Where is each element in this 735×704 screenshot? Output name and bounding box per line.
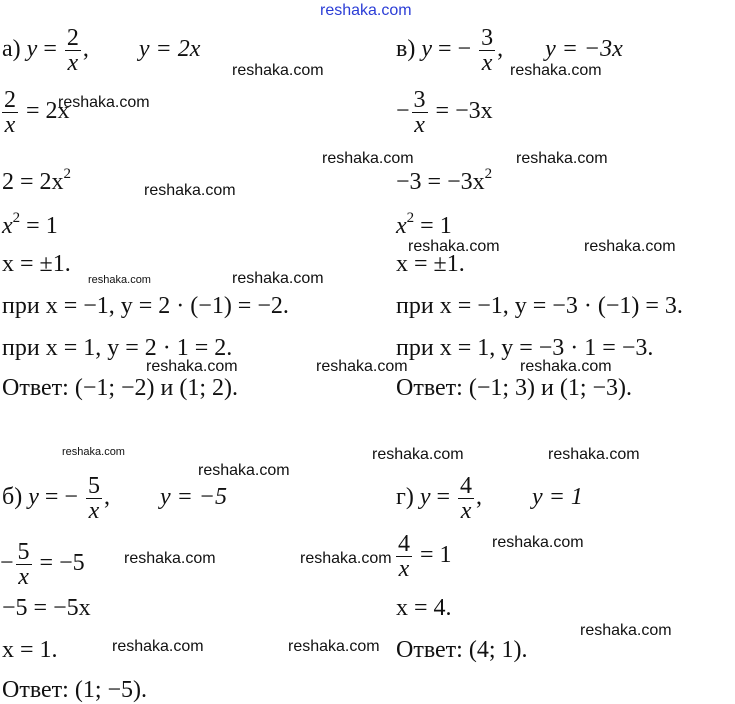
- part-v-l4-rest: = 1: [420, 213, 452, 239]
- part-a-l4: x: [2, 213, 13, 239]
- part-g-l2-fraction: [396, 532, 412, 581]
- part-b-line-2: [0, 540, 85, 589]
- part-a-l3-sup: 2: [63, 166, 72, 182]
- part-v-line-5: x = ±1.: [396, 251, 465, 277]
- part-g-den: x: [460, 498, 472, 524]
- part-g-fraction: [458, 474, 474, 523]
- part-v-num: 3: [481, 25, 494, 51]
- part-v-l2-minus: −: [396, 98, 410, 125]
- watermark: reshaka.com: [58, 94, 150, 111]
- watermark: reshaka.com: [516, 150, 608, 167]
- part-a-comma: ,: [82, 36, 89, 63]
- part-a-l4-sup: 2: [12, 210, 21, 226]
- watermark: reshaka.com: [288, 638, 380, 655]
- part-b-l2-rest: = −5: [39, 550, 85, 577]
- part-g-l2-num: 4: [398, 531, 410, 557]
- watermark: reshaka.com: [322, 150, 414, 167]
- part-a-fraction: [65, 26, 81, 75]
- part-v-line-2: [396, 88, 493, 137]
- watermark: reshaka.com: [580, 622, 672, 639]
- part-b-den: x: [88, 498, 100, 524]
- part-v-line-6: при x = −1, y = −3 · (−1) = 3.: [396, 293, 683, 319]
- watermark: reshaka.com: [316, 358, 408, 375]
- watermark: reshaka.com: [88, 274, 151, 286]
- part-v-comma: ,: [497, 36, 504, 63]
- watermark: reshaka.com: [372, 446, 464, 463]
- part-b-l2-fraction: [16, 540, 32, 589]
- part-a-equation-line: [2, 26, 200, 75]
- watermark: reshaka.com: [198, 462, 290, 479]
- part-v-l4: x: [396, 213, 407, 239]
- part-b-equation-line: [2, 474, 227, 523]
- part-g-line-2: [394, 532, 452, 581]
- part-a-right-eq: y = 2x: [138, 36, 201, 63]
- part-a-l2-num: 2: [4, 87, 16, 113]
- part-a-line-4: [2, 206, 58, 240]
- part-g-line-3: x = 4.: [396, 595, 452, 621]
- part-a-l3: 2 = 2x: [2, 169, 64, 195]
- part-v-answer: Ответ: (−1; 3) и (1; −3).: [396, 375, 633, 401]
- part-b-l2-num: 5: [17, 539, 30, 565]
- part-b-l2-minus: −: [0, 550, 14, 577]
- part-v-den: x: [481, 50, 493, 76]
- part-v-l3: −3 = −3x: [396, 169, 485, 195]
- watermark: reshaka.com: [232, 62, 324, 79]
- part-g-right-eq: y = 1: [532, 484, 583, 511]
- part-v-line-7: при x = 1, y = −3 · 1 = −3.: [396, 335, 654, 361]
- watermark: reshaka.com: [492, 534, 584, 551]
- watermark: reshaka.com: [300, 550, 392, 567]
- part-b-answer: Ответ: (1; −5).: [2, 677, 148, 703]
- part-a-eq: =: [43, 36, 57, 63]
- watermark: reshaka.com: [408, 238, 500, 255]
- part-g-y: y: [419, 484, 431, 511]
- part-g-answer: Ответ: (4; 1).: [396, 637, 528, 663]
- part-g-l2-rest: = 1: [420, 542, 452, 569]
- watermark: reshaka.com: [124, 550, 216, 567]
- part-b-line-4: x = 1.: [2, 637, 58, 663]
- part-b-y: y: [28, 484, 39, 511]
- part-g-eq: =: [436, 484, 451, 511]
- part-g-equation-line: [396, 474, 583, 523]
- part-a-l4-rest: = 1: [26, 213, 58, 239]
- part-a-label: а): [2, 36, 21, 63]
- watermark-top: reshaka.com: [320, 2, 412, 19]
- part-v-l2-num: 3: [413, 87, 426, 113]
- part-b-line-3: −5 = −5x: [2, 595, 91, 621]
- part-a-l2-rest: = 2x: [26, 98, 70, 125]
- part-a-line-3: [2, 162, 71, 196]
- part-v-label: в): [396, 36, 416, 63]
- part-v-l2-fraction: [412, 88, 428, 137]
- part-b-label: б): [2, 484, 23, 511]
- watermark: reshaka.com: [520, 358, 612, 375]
- part-g-comma: ,: [476, 484, 483, 511]
- part-g-num: 4: [460, 473, 473, 499]
- part-g-l2-den: x: [398, 556, 410, 582]
- part-g-label: г): [396, 484, 414, 511]
- part-v-l2-den: x: [414, 112, 425, 138]
- part-a-y: y: [26, 36, 38, 63]
- part-b-eq: = −: [44, 484, 78, 511]
- part-v-fraction: [479, 26, 495, 75]
- part-a-line-6: при x = −1, y = 2 · (−1) = −2.: [2, 293, 289, 319]
- part-a-line-7: при x = 1, y = 2 · 1 = 2.: [2, 335, 233, 361]
- part-v-l4-sup: 2: [406, 210, 415, 226]
- part-a-line-5: x = ±1.: [2, 251, 71, 277]
- part-a-den: x: [67, 50, 79, 76]
- part-a-num: 2: [66, 25, 79, 51]
- part-v-l2-rest: = −3x: [435, 98, 493, 125]
- part-v-line-4: [396, 206, 452, 240]
- part-b-comma: ,: [103, 484, 110, 511]
- part-a-answer: Ответ: (−1; −2) и (1; 2).: [2, 375, 239, 401]
- watermark: reshaka.com: [112, 638, 204, 655]
- watermark: reshaka.com: [232, 270, 324, 287]
- part-v-eq: = −: [437, 36, 472, 63]
- watermark: reshaka.com: [584, 238, 676, 255]
- part-v-right-eq: y = −3x: [545, 36, 623, 63]
- watermark: reshaka.com: [510, 62, 602, 79]
- part-v-l3-sup: 2: [484, 166, 493, 182]
- part-a-l2-den: x: [4, 112, 16, 138]
- part-b-l2-den: x: [18, 564, 29, 590]
- part-b-fraction: [86, 474, 102, 523]
- watermark: reshaka.com: [62, 446, 125, 458]
- watermark: reshaka.com: [548, 446, 640, 463]
- watermark: reshaka.com: [146, 358, 238, 375]
- part-a-l2-fraction: [2, 88, 18, 137]
- part-b-num: 5: [87, 473, 100, 499]
- part-b-right-eq: y = −5: [159, 484, 227, 511]
- part-v-y: y: [421, 36, 432, 63]
- watermark: reshaka.com: [144, 182, 236, 199]
